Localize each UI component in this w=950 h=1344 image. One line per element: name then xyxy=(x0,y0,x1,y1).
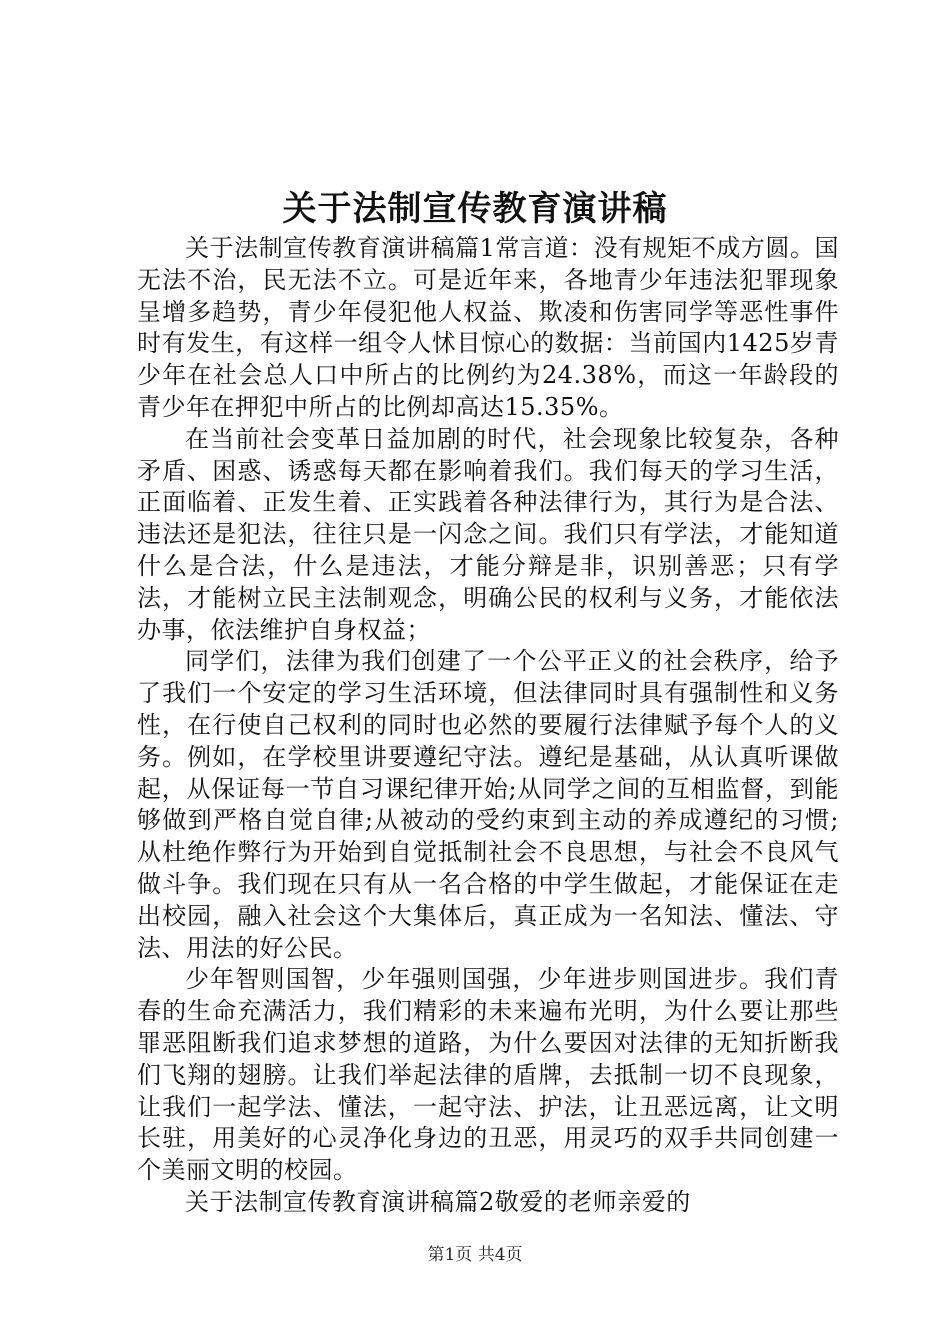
document-body xyxy=(137,233,839,1219)
document-title: 关于法制宣传教育演讲稿 xyxy=(282,189,668,229)
paragraph-2: 在当前社会变革日益加剧的时代，社会现象比较复杂，各种矛盾、困惑、诱惑每天都在影响着我们。我们每天的学习生活，正面临着、正发生着、正实践着各种法律行为，其行为是合法、违法还是犯法，往往只是一闪念之间。我们只有学法，才能知道什么是合法，什么是违法，才能分辩是非，识别善恶；只有学法，才能树立民主法制观念，明确公民的权利与义务，才能依法办事，依法维护自身权益； xyxy=(137,424,839,644)
page-number-footer: 第1页 共4页 xyxy=(427,1245,523,1265)
paragraph-3: 同学们，法律为我们创建了一个公平正义的社会秩序，给予了我们一个安定的学习生活环境，但法律同时具有强制性和义务性，在行使自己权利的同时也必然的要履行法律赋予每个人的义务。例如，在学校里讲要遵纪守法。遵纪是基础，从认真听课做起，从保证每一节自习课纪律开始;从同学之间的互相监督，到能够做到严格自觉自律;从被动的受约束到主动的养成遵纪的习惯;从杜绝作弊行为开始到自觉抵制社会不良思想，与社会不良风气做斗争。我们现在只有从一名合格的中学生做起，才能保证在走出校园，融入社会这个大集体后，真正成为一名知法、懂法、守法、用法的好公民。 xyxy=(137,647,839,962)
paragraph-1: 关于法制宣传教育演讲稿篇1常言道：没有规矩不成方圆。国无法不治，民无法不立。可是近年来，各地青少年违法犯罪现象呈增多趋势，青少年侵犯他人权益、欺凌和伤害同学等恶性事件时有发生，有这样一组令人怵目惊心的数据：当前国内1425岁青少年在社会总人口中所占的比例约为24.38%，而这一年龄段的青少年在押犯中所占的比例却高达15.35%。 xyxy=(137,234,839,421)
paragraph-4: 少年智则国智，少年强则国强，少年进步则国进步。我们青春的生命充满活力，我们精彩的未来遍布光明，为什么要让那些罪恶阻断我们追求梦想的道路，为什么要因对法律的无知折断我们飞翔的翅膀。让我们举起法律的盾牌，去抵制一切不良现象，让我们一起学法、懂法，一起守法、护法，让丑恶远离，让文明长驻，用美好的心灵净化身边的丑恶，用灵巧的双手共同创建一个美丽文明的校园。 xyxy=(137,965,839,1185)
paragraph-5: 关于法制宣传教育演讲稿篇2敬爱的老师亲爱的 xyxy=(185,1187,691,1216)
